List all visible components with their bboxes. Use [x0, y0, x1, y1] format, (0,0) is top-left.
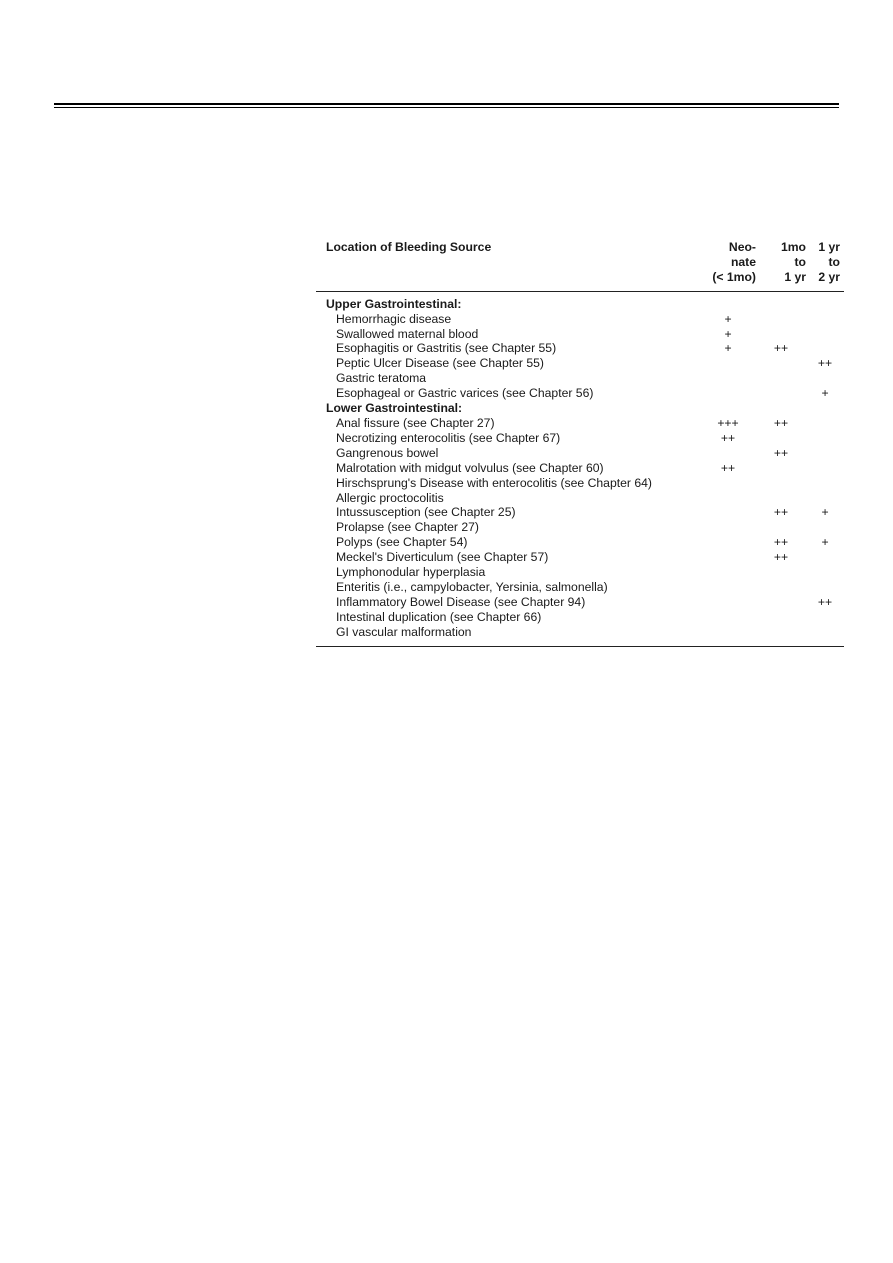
- table-row: [316, 550, 844, 565]
- row-label: Gangrenous bowel: [336, 445, 439, 460]
- row-label: Malrotation with midgut volvulus (see Chapter 60): [336, 460, 604, 475]
- section-row: [316, 291, 844, 311]
- row-label: Allergic proctocolitis: [336, 490, 444, 505]
- cell-infant: [756, 595, 806, 610]
- cell-neonate: +: [724, 341, 732, 356]
- table-row: [316, 505, 844, 520]
- cell-infant: ++: [773, 505, 789, 520]
- cell-toddler: [806, 341, 844, 356]
- row-label: Hemorrhagic disease: [336, 311, 452, 326]
- table-row: [316, 625, 844, 646]
- cell-neonate: [700, 386, 756, 401]
- table-body: [316, 291, 844, 646]
- cell-infant: [756, 625, 806, 646]
- table-row: [316, 535, 844, 550]
- table-row: [316, 327, 844, 342]
- row-label: Gastric teratoma: [336, 371, 427, 386]
- table-row: [316, 476, 844, 491]
- cell-toddler: [806, 416, 844, 431]
- table-row: [316, 431, 844, 446]
- cell-infant: ++: [773, 341, 789, 356]
- cell-infant: [756, 491, 806, 506]
- table-row: [316, 371, 844, 386]
- cell-neonate: [700, 535, 756, 550]
- row-label: Enteritis (i.e., campylobacter, Yersinia, salmonella): [336, 579, 608, 594]
- cell-infant: [756, 520, 806, 535]
- bleeding-source-table: [316, 238, 844, 647]
- row-label: Swallowed maternal blood: [336, 326, 479, 341]
- table-row: [316, 386, 844, 401]
- cell-toddler: [806, 610, 844, 625]
- cell-toddler: [806, 550, 844, 565]
- header-rule: [54, 103, 839, 105]
- cell-toddler: [806, 520, 844, 535]
- cell-infant: [756, 580, 806, 595]
- row-label: Prolapse (see Chapter 27): [336, 520, 479, 535]
- row-label: Intussusception (see Chapter 25): [336, 505, 516, 520]
- cell-neonate: [700, 625, 756, 646]
- table-row: [316, 491, 844, 506]
- cell-infant: ++: [773, 445, 789, 460]
- cell-neonate: [700, 371, 756, 386]
- section-row: [316, 401, 844, 416]
- table-row: [316, 461, 844, 476]
- table-row: [316, 312, 844, 327]
- cell-toddler: +: [821, 535, 829, 550]
- row-label: Necrotizing enterocolitis (see Chapter 67): [336, 430, 561, 445]
- cell-infant: [756, 476, 806, 491]
- row-label: GI vascular malformation: [336, 624, 472, 639]
- cell-toddler: ++: [817, 356, 833, 371]
- row-label: Anal fissure (see Chapter 27): [336, 415, 495, 430]
- cell-infant: [756, 461, 806, 476]
- cell-neonate: +: [724, 326, 732, 341]
- cell-toddler: [806, 312, 844, 327]
- table-row: [316, 341, 844, 356]
- table-row: [316, 520, 844, 535]
- cell-toddler: +: [821, 505, 829, 520]
- cell-neonate: [700, 610, 756, 625]
- row-label: Esophagitis or Gastritis (see Chapter 55): [336, 341, 557, 356]
- cell-neonate: +++: [717, 415, 739, 430]
- header-infant: 1mo to 1 yr: [780, 240, 806, 284]
- header-rule-thin: [54, 107, 839, 108]
- cell-infant: [756, 610, 806, 625]
- cell-neonate: [700, 491, 756, 506]
- header-location: Location of Bleeding Source: [326, 240, 492, 254]
- table-row: [316, 580, 844, 595]
- cell-neonate: [700, 550, 756, 565]
- cell-toddler: [806, 625, 844, 646]
- cell-toddler: +: [821, 386, 829, 401]
- table-row: [316, 356, 844, 371]
- row-label: Inflammatory Bowel Disease (see Chapter 94): [336, 594, 586, 609]
- cell-neonate: [700, 356, 756, 371]
- cell-neonate: [700, 565, 756, 580]
- table-row: [316, 595, 844, 610]
- cell-neonate: +: [724, 311, 732, 326]
- cell-toddler: [806, 491, 844, 506]
- header-neonate: Neo- nate (< 1mo): [712, 240, 756, 284]
- cell-infant: [756, 386, 806, 401]
- table-row: [316, 610, 844, 625]
- cell-neonate: [700, 520, 756, 535]
- row-label: Meckel's Diverticulum (see Chapter 57): [336, 550, 549, 565]
- cell-toddler: [806, 565, 844, 580]
- cell-neonate: [700, 446, 756, 461]
- cell-toddler: ++: [817, 594, 833, 609]
- cell-toddler: [806, 371, 844, 386]
- cell-toddler: [806, 461, 844, 476]
- cell-neonate: [700, 505, 756, 520]
- table-row: [316, 416, 844, 431]
- table-row: [316, 565, 844, 580]
- cell-toddler: [806, 476, 844, 491]
- header-toddler: 1 yr to 2 yr: [818, 240, 840, 284]
- row-label: Hirschsprung's Disease with enterocolitis (see Chapter 64): [336, 475, 652, 490]
- cell-infant: [756, 371, 806, 386]
- cell-infant: ++: [773, 535, 789, 550]
- cell-toddler: [806, 431, 844, 446]
- row-label: Peptic Ulcer Disease (see Chapter 55): [336, 356, 544, 371]
- section-title: Upper Gastrointestinal:: [326, 296, 462, 311]
- cell-infant: ++: [773, 550, 789, 565]
- cell-toddler: [806, 327, 844, 342]
- cell-infant: ++: [773, 415, 789, 430]
- cell-toddler: [806, 580, 844, 595]
- cell-neonate: [700, 476, 756, 491]
- table-header: [316, 238, 844, 291]
- cell-neonate: ++: [720, 460, 736, 475]
- cell-neonate: [700, 595, 756, 610]
- bleeding-source-table-container: [316, 238, 844, 647]
- cell-infant: [756, 327, 806, 342]
- cell-infant: [756, 431, 806, 446]
- table-row: [316, 446, 844, 461]
- section-title: Lower Gastrointestinal:: [326, 401, 463, 416]
- cell-neonate: ++: [720, 430, 736, 445]
- row-label: Esophageal or Gastric varices (see Chapter 56): [336, 386, 594, 401]
- cell-neonate: [700, 580, 756, 595]
- cell-infant: [756, 356, 806, 371]
- row-label: Intestinal duplication (see Chapter 66): [336, 609, 542, 624]
- row-label: Polyps (see Chapter 54): [336, 535, 468, 550]
- cell-infant: [756, 565, 806, 580]
- cell-toddler: [806, 446, 844, 461]
- cell-infant: [756, 312, 806, 327]
- row-label: Lymphonodular hyperplasia: [336, 565, 486, 580]
